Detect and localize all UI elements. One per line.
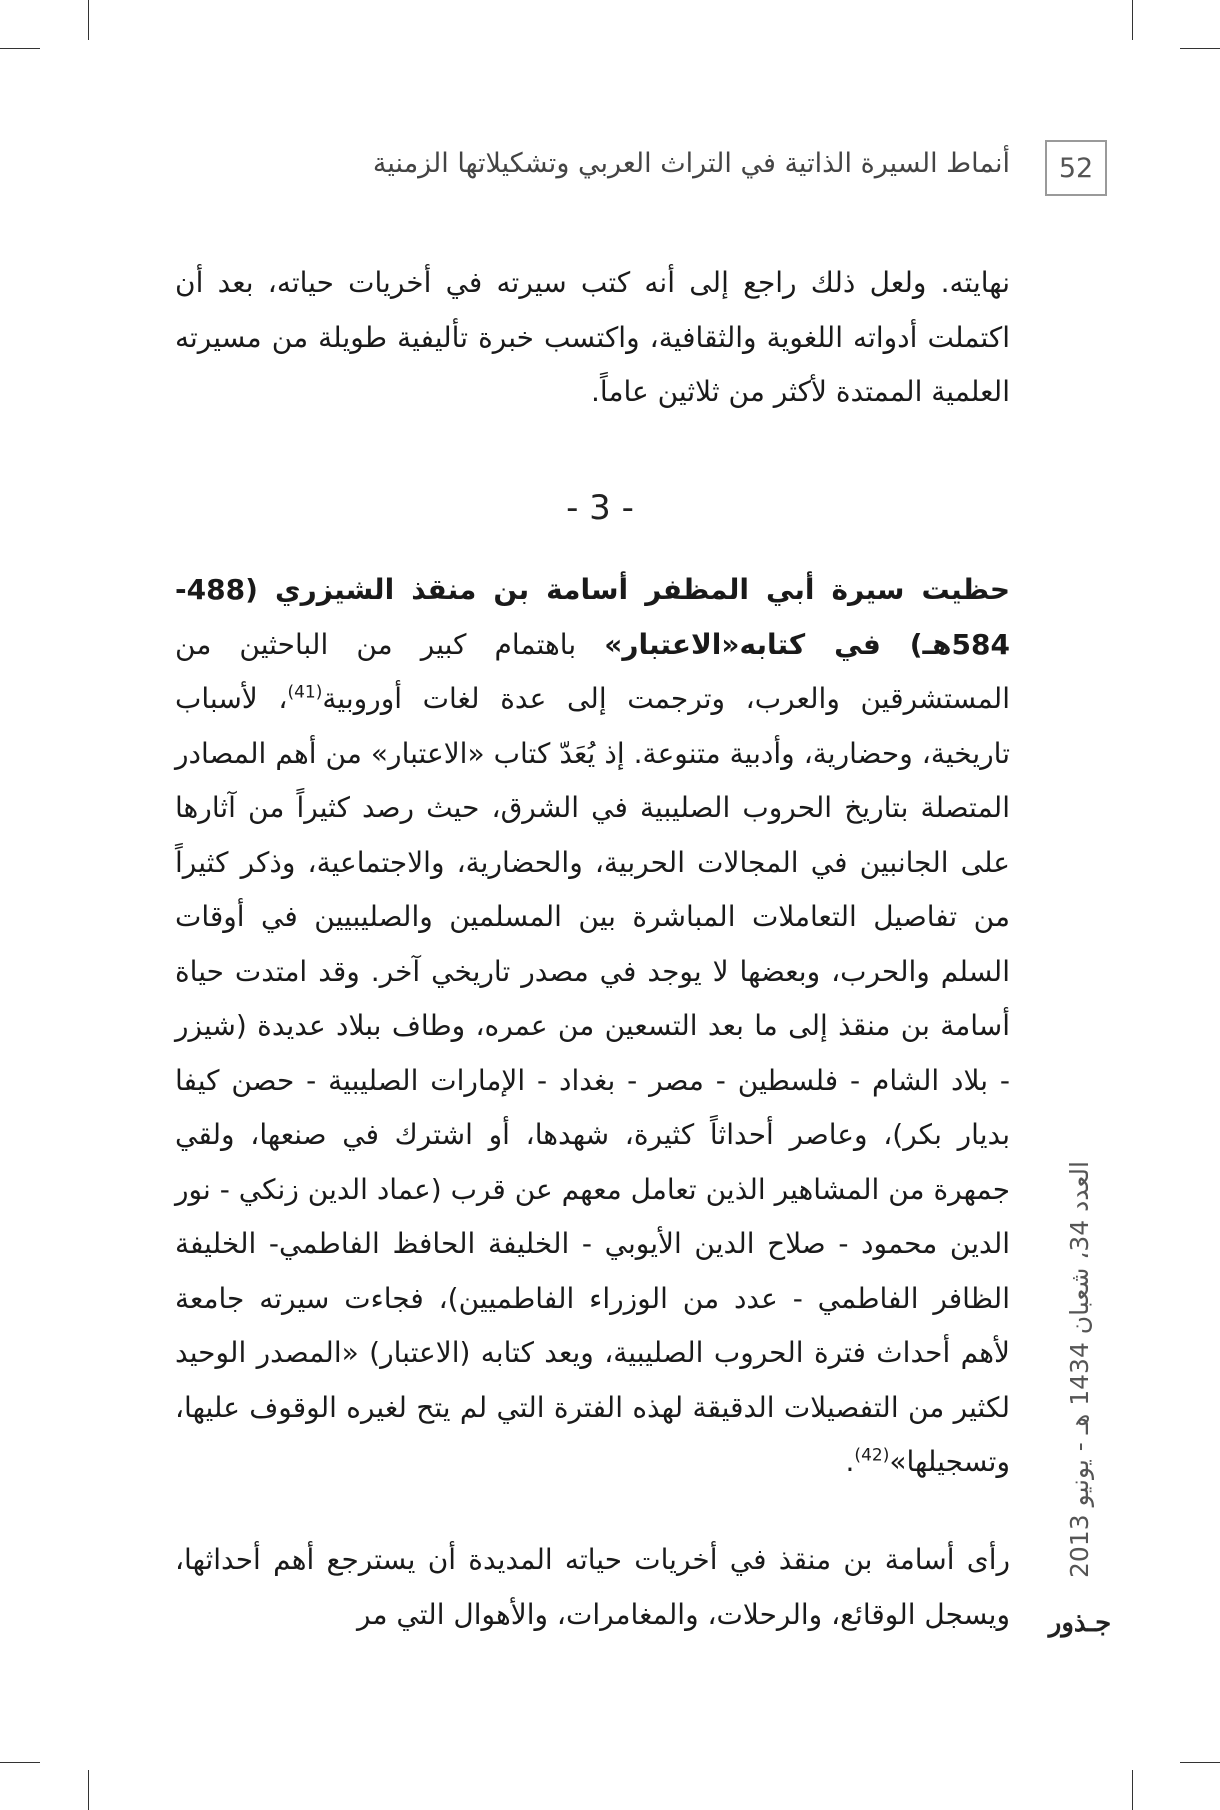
page-number-box xyxy=(1045,140,1107,196)
crop-mark-top-right-h xyxy=(1180,48,1220,49)
crop-mark-bottom-left-h xyxy=(0,1762,40,1763)
paragraph-2-bold-intro: حظيت سيرة أبي المظفر أسامة بن منقذ الشيزري (488-584هـ) في كتابه«الاعتبار» xyxy=(175,573,1010,661)
crop-mark-bottom-left-v xyxy=(88,1770,89,1810)
footnote-ref-41[interactable]: (41) xyxy=(287,682,323,703)
paragraph-1: نهايته. ولعل ذلك راجع إلى أنه كتب سيرته في أخريات حياته، بعد أن اكتملت أدواته اللغوية والثقافية، واكتسب خبرة تأليفية طويلة من مسيرته العلمية الممتدة لأكثر من ثلاثين عاماً. xyxy=(175,266,1010,408)
crop-mark-bottom-right-v xyxy=(1132,1770,1133,1810)
body-text-main xyxy=(175,563,1010,1490)
issue-info-vertical: العدد 34، شعبان 1434 هـ - يونيو 2013 xyxy=(1065,1161,1094,1579)
section-number: - 3 - xyxy=(566,488,634,528)
journal-logo: جـذور xyxy=(1048,1608,1112,1638)
page-number: 52 xyxy=(1058,152,1094,184)
paragraph-2-text-1: باهتمام كبير من الباحثين من المستشرقين والعرب، وترجمت إلى عدة لغات أوروبية xyxy=(175,627,1010,715)
paragraph-2-text-3: . xyxy=(845,1445,855,1478)
paragraph-2-text-2: ، لأسباب تاريخية، وحضارية، وأدبية متنوعة. إذ يُعَدّ كتاب «الاعتبار» من أهم المصادر المتصلة بتاريخ الحروب الصليبية في الشرق، حيث رصد كثيراً من آثارها على الجانبين في المجالات الحربية، والحضارية، والاجتماعية، وذكر كثيراً من تفاصيل التعاملات المباشرة بين المسلمين والصليبيين في أوقات السلم والحرب، وبعضها لا يوجد في مصدر تاريخي آخر. وقد امتدت حياة أسامة بن منقذ إلى ما بعد التسعين من عمره، وطاف ببلاد عديدة (شيزر - بلاد الشام - فلسطين - مصر - بغداد - الإمارات الصليبية - حصن كيفا بديار بكر)، وعاصر أحداثاً كثيرة، شهدها، أو اشترك في صنعها، ولقي جمهرة من المشاهير الذين تعامل معهم عن قرب (عماد الدين زنكي - نور الدين محمود - صلاح الدين الأيوبي - الخليفة الحافظ الفاطمي- الخليفة الظافر الفاطمي - عدد من الوزراء الفاطميين)، فجاءت سيرته جامعة لأهم أحداث فترة الحروب الصليبية، ويعد كتابه (الاعتبار) «المصدر الوحيد لكثير من التفصيلات الدقيقة لهذه الفترة التي لم يتح لغيره الوقوف عليها، وتسجيلها» xyxy=(175,682,1010,1478)
crop-mark-top-left-h xyxy=(0,48,40,49)
running-header-title: أنماط السيرة الذاتية في التراث العربي وتشكيلاتها الزمنية xyxy=(372,148,1010,179)
paragraph-3: رأى أسامة بن منقذ في أخريات حياته المديدة أن يسترجع أهم أحداثها، ويسجل الوقائع، والرحلات، والمغامرات، والأهوال التي مر xyxy=(175,1543,1010,1631)
footnote-ref-42[interactable]: (42) xyxy=(854,1445,890,1466)
body-text-top xyxy=(175,256,1010,420)
crop-mark-top-left-v xyxy=(88,0,89,40)
crop-mark-bottom-right-h xyxy=(1180,1762,1220,1763)
paragraph-2 xyxy=(175,563,1010,1490)
body-text-bottom xyxy=(175,1533,1010,1642)
crop-mark-top-right-v xyxy=(1132,0,1133,40)
